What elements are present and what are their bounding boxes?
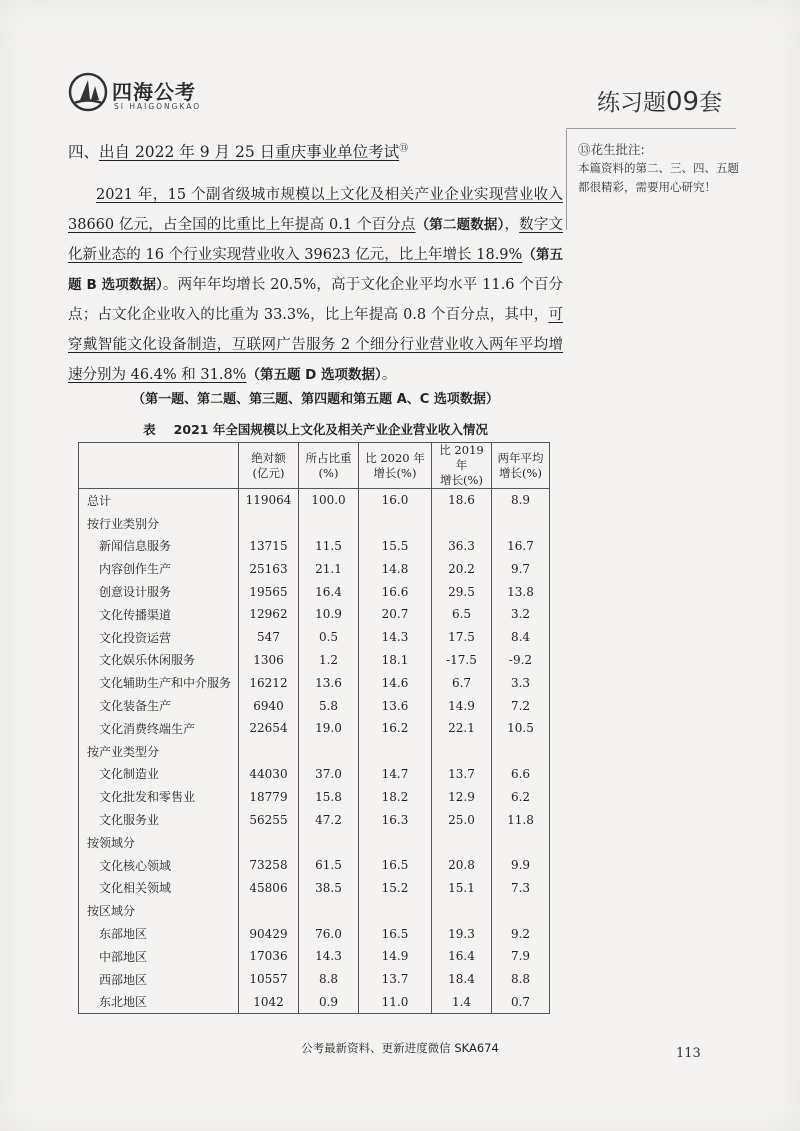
table-row	[79, 626, 550, 649]
row-label: 新闻信息服务	[79, 535, 239, 558]
table-cell: 14.3	[359, 626, 432, 649]
table-row	[79, 763, 550, 786]
table-cell: 45806	[239, 877, 299, 900]
table-cell: 16.4	[299, 580, 359, 603]
sidebar-vertical-divider	[566, 130, 567, 230]
table-cell: 20.7	[359, 603, 432, 626]
table-cell: 1.2	[299, 649, 359, 672]
row-label: 东北地区	[79, 991, 239, 1014]
table-cell	[359, 899, 432, 922]
table-cell	[299, 740, 359, 763]
table-cell: 11.5	[299, 535, 359, 558]
row-label: 文化服务业	[79, 808, 239, 831]
table-cell: 16.0	[359, 489, 432, 512]
table-cell: 6.5	[432, 603, 492, 626]
table-cell: 119064	[239, 489, 299, 512]
table-cell: 6940	[239, 694, 299, 717]
material-paragraph	[68, 180, 563, 390]
sailboat-logo-icon	[68, 72, 108, 112]
row-label: 按区域分	[79, 899, 239, 922]
table-cell: 1306	[239, 649, 299, 672]
table-cell: 19565	[239, 580, 299, 603]
footer-text: 公考最新资料、更新进度微信 SKA674	[301, 1041, 499, 1055]
table-cell: 12.9	[432, 785, 492, 808]
table-cell: 18.4	[432, 968, 492, 991]
annotation-title: ⑬花生批注:	[578, 142, 645, 157]
table-cell	[299, 899, 359, 922]
table-cell: 25163	[239, 557, 299, 580]
data-caption: （第一题、第二题、第三题、第四题和第五题 A、C 选项数据）	[132, 392, 499, 407]
sentence-3: 。两年年均增长 20.5%，高于文化企业平均水平 11.6 个百分点；占文化企业收入的比重为 33.3%，比上年提高 0.8 个百分点，其中，	[68, 277, 563, 323]
table-cell: 14.8	[359, 557, 432, 580]
table-cell: 8.8	[299, 968, 359, 991]
tag-q5b: （第五题 B 选项数据）	[68, 247, 564, 293]
table-cell: 18.1	[359, 649, 432, 672]
table-cell: 15.1	[432, 877, 492, 900]
table-cell	[239, 899, 299, 922]
row-label: 按产业类型分	[79, 740, 239, 763]
table-label: 表	[143, 422, 156, 437]
table-cell: 7.2	[492, 694, 550, 717]
sentence-2: 数字文化新业态的 16 个行业实现营业收入 39623 亿元，比上年增长 18.9%	[68, 217, 564, 263]
table-cell: 100.0	[299, 489, 359, 512]
table-cell: 9.2	[492, 922, 550, 945]
table-row	[79, 512, 550, 535]
row-label: 内容创作生产	[79, 557, 239, 580]
table-cell: 13.7	[359, 968, 432, 991]
table-cell	[492, 899, 550, 922]
table-row	[79, 831, 550, 854]
table-cell: 6.7	[432, 671, 492, 694]
header-cell: 所占比重 (%)	[299, 443, 359, 489]
table-cell: 20.2	[432, 557, 492, 580]
table-cell: 13.8	[492, 580, 550, 603]
row-label: 文化制造业	[79, 763, 239, 786]
table-cell: 6.6	[492, 763, 550, 786]
table-cell: 9.9	[492, 854, 550, 877]
table-cell: 16.3	[359, 808, 432, 831]
logo-text: 四海公考	[112, 80, 196, 104]
table-row	[79, 603, 550, 626]
table-cell: 14.7	[359, 763, 432, 786]
table-cell: 18.2	[359, 785, 432, 808]
row-label: 文化批发和零售业	[79, 785, 239, 808]
table-row	[79, 854, 550, 877]
table-cell: 3.2	[492, 603, 550, 626]
row-label: 中部地区	[79, 945, 239, 968]
table-cell: 76.0	[299, 922, 359, 945]
table-cell: 29.5	[432, 580, 492, 603]
tag-q2: （第二题数据）	[415, 217, 505, 233]
table-cell: 44030	[239, 763, 299, 786]
table-cell: 10.5	[492, 717, 550, 740]
table-title	[68, 420, 563, 438]
table-cell: 38.5	[299, 877, 359, 900]
table-cell: 18779	[239, 785, 299, 808]
table-row	[79, 535, 550, 558]
table-cell: 16.6	[359, 580, 432, 603]
table-cell: 20.8	[432, 854, 492, 877]
table-cell: 47.2	[299, 808, 359, 831]
table-row	[79, 649, 550, 672]
table-cell: 21.1	[299, 557, 359, 580]
table-cell: 16.7	[492, 535, 550, 558]
revenue-table	[78, 442, 550, 1014]
table-row	[79, 489, 550, 512]
table-cell: 16.5	[359, 922, 432, 945]
table-cell: 25.0	[432, 808, 492, 831]
table-cell: 15.8	[299, 785, 359, 808]
logo	[68, 72, 228, 120]
table-cell: 16.2	[359, 717, 432, 740]
table-cell: 11.0	[359, 991, 432, 1014]
table-cell	[239, 740, 299, 763]
table-title-text: 2021 年全国规模以上文化及相关产业企业营业收入情况	[173, 422, 488, 437]
set-prefix: 练习题	[597, 90, 666, 116]
table-cell: 10557	[239, 968, 299, 991]
table-cell: -17.5	[432, 649, 492, 672]
table-cell: 36.3	[432, 535, 492, 558]
header-cell: 比 2019 年 增长(%)	[432, 443, 492, 489]
table-cell: 15.2	[359, 877, 432, 900]
row-label: 文化核心领域	[79, 854, 239, 877]
row-label: 按行业类别分	[79, 512, 239, 535]
table-cell	[432, 831, 492, 854]
header-cell: 两年平均 增长(%)	[492, 443, 550, 489]
header-blank	[79, 443, 239, 489]
table-row	[79, 991, 550, 1014]
table-cell	[432, 740, 492, 763]
table-row	[79, 785, 550, 808]
table-cell: 19.0	[299, 717, 359, 740]
table-cell: 5.8	[299, 694, 359, 717]
table-cell: 13.7	[432, 763, 492, 786]
table-row	[79, 945, 550, 968]
table-cell	[359, 512, 432, 535]
section-title: 出自 2022 年 9 月 25 日重庆事业单位考试	[99, 143, 400, 161]
table-cell	[492, 831, 550, 854]
row-label: 总计	[79, 489, 239, 512]
sentence-4: 可穿戴智能文化设备制造，互联网广告服务 2 个细分行业营业收入两年平均增速分别为 46.4% 和 31.8%	[68, 307, 563, 383]
table-row	[79, 808, 550, 831]
table-cell: 0.7	[492, 991, 550, 1014]
table-cell: 7.3	[492, 877, 550, 900]
table-cell: 0.5	[299, 626, 359, 649]
annotation-body: 本篇资料的第二、三、四、五题都很精彩，需要用心研究！	[578, 161, 739, 194]
page-number: 113	[676, 1046, 701, 1061]
table-cell: 12962	[239, 603, 299, 626]
table-row	[79, 671, 550, 694]
table-cell	[492, 512, 550, 535]
set-suffix: 套	[699, 90, 723, 116]
section-number: 四、	[68, 143, 100, 161]
table-cell	[492, 740, 550, 763]
table-cell: 37.0	[299, 763, 359, 786]
row-label: 文化相关领域	[79, 877, 239, 900]
table-row	[79, 740, 550, 763]
table-cell: 56255	[239, 808, 299, 831]
table-cell	[359, 740, 432, 763]
table-cell: 0.9	[299, 991, 359, 1014]
table-cell: 11.8	[492, 808, 550, 831]
table-cell	[359, 831, 432, 854]
comma: ，	[504, 217, 520, 233]
table-cell: 3.3	[492, 671, 550, 694]
row-label: 文化娱乐休闲服务	[79, 649, 239, 672]
table-row	[79, 580, 550, 603]
table-cell	[432, 512, 492, 535]
table-row	[79, 922, 550, 945]
table-cell: 10.9	[299, 603, 359, 626]
table-cell: 1.4	[432, 991, 492, 1014]
table-cell	[432, 899, 492, 922]
table-cell: 1042	[239, 991, 299, 1014]
practice-set-label	[597, 84, 722, 117]
table-cell: 13715	[239, 535, 299, 558]
table-cell: 16212	[239, 671, 299, 694]
table-cell: 15.5	[359, 535, 432, 558]
sentence-1: 2021 年，15 个副省级城市规模以上文化及相关产业企业实现营业收入 38660 亿元，占全国的比重比上年提高 0.1 个百分点	[68, 187, 563, 233]
table-cell: 9.7	[492, 557, 550, 580]
table-row	[79, 899, 550, 922]
table-cell: 6.2	[492, 785, 550, 808]
row-label: 按领域分	[79, 831, 239, 854]
logo-subtext: SI HAIGONGKAO	[114, 102, 202, 111]
tag-q5d: （第五题 D 选项数据）	[246, 367, 382, 383]
table-row	[79, 694, 550, 717]
table-cell: 14.9	[359, 945, 432, 968]
section-heading	[68, 140, 408, 162]
table-cell: 547	[239, 626, 299, 649]
table-cell	[299, 831, 359, 854]
table-cell: 13.6	[359, 694, 432, 717]
row-label: 创意设计服务	[79, 580, 239, 603]
table-cell: 17036	[239, 945, 299, 968]
table-header-row	[79, 443, 550, 489]
table-cell: 73258	[239, 854, 299, 877]
table-cell: 19.3	[432, 922, 492, 945]
table-cell: 14.6	[359, 671, 432, 694]
table-cell: 18.6	[432, 489, 492, 512]
table-row	[79, 968, 550, 991]
table-cell: 22654	[239, 717, 299, 740]
row-label: 文化投资运营	[79, 626, 239, 649]
table-cell: 8.4	[492, 626, 550, 649]
table-cell: 13.6	[299, 671, 359, 694]
table-cell: -9.2	[492, 649, 550, 672]
table-cell: 16.5	[359, 854, 432, 877]
row-label: 文化传播渠道	[79, 603, 239, 626]
table-row	[79, 557, 550, 580]
table-cell: 7.9	[492, 945, 550, 968]
header-cell: 比 2020 年 增长(%)	[359, 443, 432, 489]
table-cell: 17.5	[432, 626, 492, 649]
note-marker: ⑬	[399, 143, 409, 154]
table-cell: 16.4	[432, 945, 492, 968]
table-cell	[239, 512, 299, 535]
sidebar-divider	[566, 128, 736, 129]
table-row	[79, 877, 550, 900]
period: 。	[381, 367, 397, 383]
row-label: 西部地区	[79, 968, 239, 991]
header-cell: 绝对额 (亿元)	[239, 443, 299, 489]
row-label: 文化消费终端生产	[79, 717, 239, 740]
table-cell: 14.3	[299, 945, 359, 968]
table-cell	[299, 512, 359, 535]
table-cell: 8.9	[492, 489, 550, 512]
table-cell: 14.9	[432, 694, 492, 717]
row-label: 文化装备生产	[79, 694, 239, 717]
table-cell: 61.5	[299, 854, 359, 877]
table-cell: 90429	[239, 922, 299, 945]
table-cell: 22.1	[432, 717, 492, 740]
row-label: 东部地区	[79, 922, 239, 945]
row-label: 文化辅助生产和中介服务	[79, 671, 239, 694]
table-cell	[239, 831, 299, 854]
side-annotation	[578, 140, 743, 197]
table-row	[79, 717, 550, 740]
table-cell: 8.8	[492, 968, 550, 991]
set-number: 09	[666, 87, 700, 117]
